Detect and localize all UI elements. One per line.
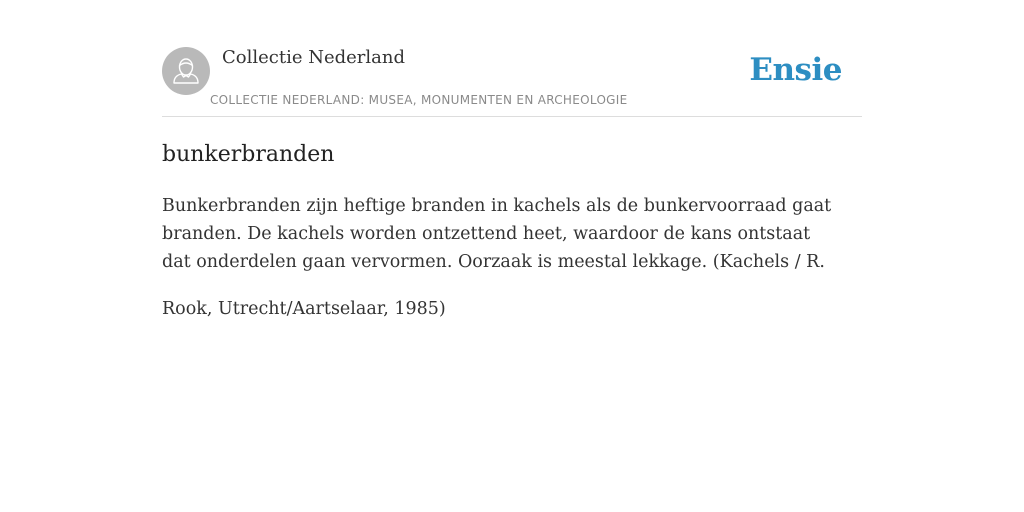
entry-definition: Bunkerbranden zijn heftige branden in kachels als de bunkervoorraad gaat branden. De kachels worden ontzettend heet, waardoor de kans ontstaat dat onderdelen gaan vervormen. Oorzaak is meestal lekkage. (Kachels / R. bbox=[162, 196, 832, 272]
page-container bbox=[162, 0, 862, 512]
entry-source: Rook, Utrecht/Aartselaar, 1985) bbox=[162, 299, 446, 319]
user-avatar-icon[interactable] bbox=[162, 47, 210, 95]
ensie-logo[interactable]: Ensie bbox=[749, 52, 842, 88]
author-subtitle: COLLECTIE NEDERLAND: MUSEA, MONUMENTEN EN ARCHEOLOGIE bbox=[210, 93, 628, 107]
author-name[interactable]: Collectie Nederland bbox=[222, 47, 406, 68]
entry-header bbox=[162, 0, 862, 117]
entry-title: bunkerbranden bbox=[162, 142, 335, 167]
